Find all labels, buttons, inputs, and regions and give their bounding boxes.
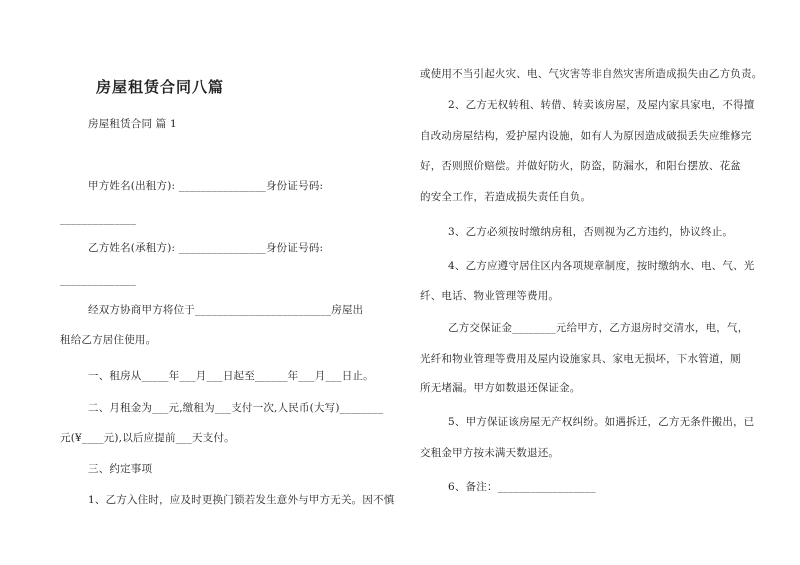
item-6-remarks: 6、备注：__________________	[448, 481, 596, 493]
item-2-line-4: 的安全工作，若造成损失责任自负。	[420, 191, 592, 203]
document-title: 房屋租赁合同八篇	[96, 78, 225, 96]
clause-2-rent-line-1: 二、月租金为___元,缴租为___支付一次,人民币(大写)________	[88, 402, 384, 414]
item-4-line-1: 4、乙方应遵守居住区内各项规章制度，按时缴纳水、电、气、光	[448, 260, 755, 272]
deposit-line-3: 所无堵漏。甲方如数退还保证金。	[420, 382, 581, 394]
item-3: 3、乙方必须按时缴纳房租，否则视为乙方违约，协议终止。	[448, 226, 734, 238]
item-2-line-1: 2、乙方无权转租、转借、转卖该房屋，及屋内家具家电，不得擅	[448, 99, 755, 111]
landlord-id-blank: ______________	[60, 213, 137, 225]
agreement-line-2: 租给乙方居住使用。	[60, 334, 157, 346]
landlord-name-line: 甲方姓名(出租方): ________________身份证号码:	[88, 180, 324, 192]
contract-subtitle: 房屋租赁合同 篇 1	[88, 118, 177, 130]
item-1-line-1: 1、乙方入住时，应及时更换门锁若发生意外与甲方无关。因不慎	[88, 494, 395, 506]
clause-3-heading: 三、约定事项	[88, 463, 153, 475]
item-2-line-3: 好，否则照价赔偿。并做好防火，防盗，防漏水，和阳台摆放、花盆	[420, 160, 741, 172]
clause-1-lease-term: 一、租房从_____年___月___日起至______年___月___日止。	[88, 370, 374, 382]
item-2-line-2: 自改动房屋结构，爱护屋内设施，如有人为原因造成破损丢失应维修完	[420, 130, 752, 142]
item-4-line-2: 纤、电话、物业管理等费用。	[420, 290, 560, 302]
deposit-line-2: 光纤和物业管理等费用及屋内设施家具、家电无损坏，下水管道，厕	[420, 353, 741, 365]
deposit-line-1: 乙方交保证金________元给甲方，乙方退房时交清水，电，气，	[448, 322, 749, 334]
clause-2-rent-line-2: 元(¥____元),以后应提前___天支付。	[60, 432, 235, 444]
tenant-name-line: 乙方姓名(承租方): ________________身份证号码:	[88, 242, 324, 254]
agreement-line-1: 经双方协商甲方将位于_________________________房屋出	[88, 304, 364, 316]
item-5-line-1: 5、甲方保证该房屋无产权纠纷。如遇拆迁，乙方无条件搬出，已	[448, 416, 755, 428]
tenant-id-blank: ______________	[60, 274, 137, 286]
item-1-continued: 或使用不当引起火灾、电、气灾害等非自然灾害所造成损失由乙方负责。	[420, 68, 763, 80]
item-5-line-2: 交租金甲方按未满天数退还。	[420, 447, 560, 459]
